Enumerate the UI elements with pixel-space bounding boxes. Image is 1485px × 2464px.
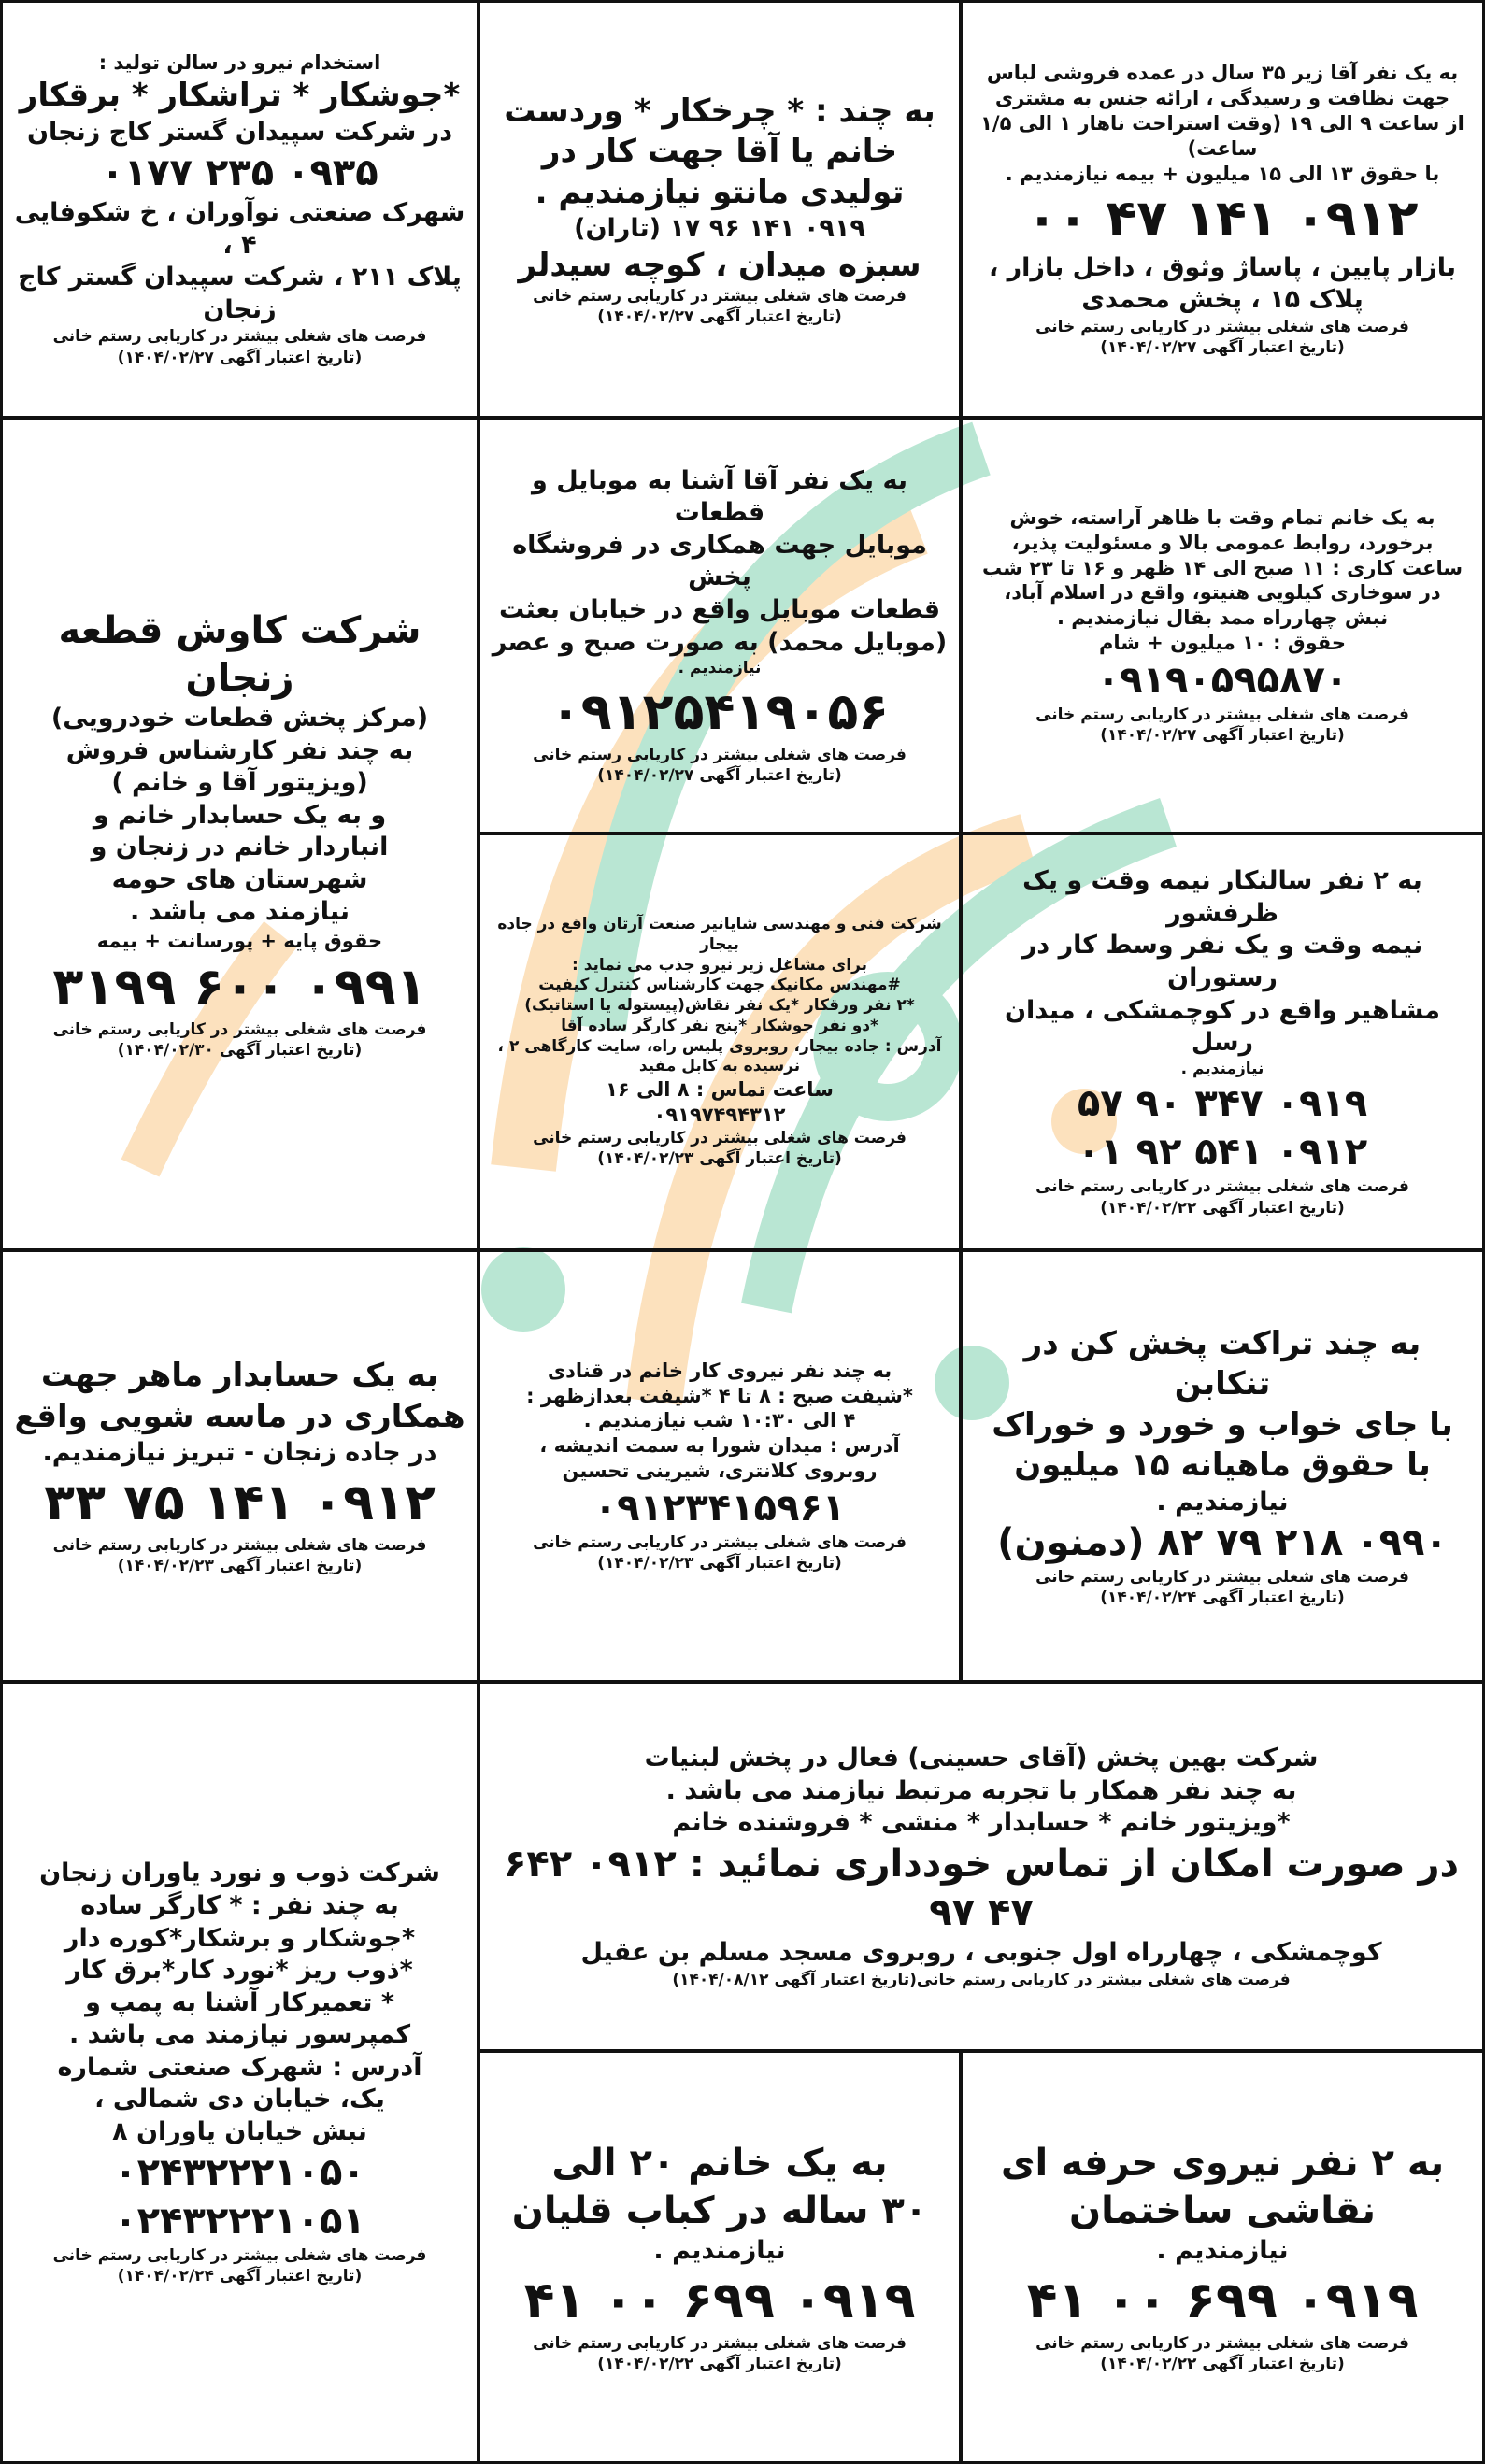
ad-text-line: (موبایل محمد) به صورت صبح و عصر: [492, 627, 948, 657]
ad-text-line: ساعت تماس : ۸ الی ۱۶: [606, 1078, 834, 1102]
ad-text-line: نیازمندیم .: [1180, 1059, 1264, 1078]
ad-text-line: شهرستان های حومه: [111, 864, 368, 894]
ad-text-line: ۰۹۱۹۷۴۹۴۳۱۲: [653, 1103, 786, 1126]
validity-date: (تاریخ اعتبار آگهی ۱۴۰۴/۰۲/۲۲): [1100, 2355, 1345, 2374]
ad-text-line: با حقوق ماهیانه ۱۵ میلیون: [1014, 1446, 1431, 1485]
job-ad-3: [0, 0, 479, 419]
agency-footer: فرصت های شغلی بیشتر در کاریابی رستم خانی: [916, 1970, 1291, 1989]
validity-date: (تاریخ اعتبار آگهی ۱۴۰۴/۰۲/۲۳): [117, 1556, 363, 1575]
validity-date: (تاریخ اعتبار آگهی ۱۴۰۴/۰۲/۲۳): [597, 1554, 842, 1574]
ad-text-line: در جاده زنجان - تبریز نیازمندیم.: [42, 1438, 437, 1468]
phone-number: ۰۲۴۳۲۲۲۱۰۵۱: [114, 2200, 365, 2243]
agency-footer: فرصت های شغلی بیشتر در کاریابی رستم خانی: [52, 2246, 427, 2266]
job-ad-1: [960, 0, 1485, 419]
validity-date: (تاریخ اعتبار آگهی ۱۴۰۴/۰۲/۲۷): [597, 766, 842, 786]
validity-date: (تاریخ اعتبار آگهی ۱۴۰۴/۰۲/۲۳): [597, 1148, 842, 1168]
ad-text-line: ۴ الی ۱۰:۳۰ شب نیازمندیم .: [583, 1409, 856, 1432]
ad-text-line: از ساعت ۹ الی ۱۹ (وقت استراحت ناهار ۱ الی ۱/۵ ساعت): [980, 111, 1464, 160]
job-ad-7: [960, 833, 1485, 1251]
agency-footer: فرصت های شغلی بیشتر در کاریابی رستم خانی: [52, 327, 427, 347]
ad-text-line: به یک خانم ۲۰ الی: [551, 2141, 888, 2185]
phone-number: ۰۹۱۹ ۳۴۷ ۹۰ ۵۷: [1077, 1082, 1368, 1126]
agency-footer: فرصت های شغلی بیشتر در کاریابی رستم خانی: [533, 1128, 907, 1147]
ad-text-line: با جای خواب و خورد و خوراک: [992, 1405, 1453, 1444]
ad-text-line: حقوق : ۱۰ میلیون + شام: [1098, 632, 1347, 655]
ad-text-line: سبزه میدان ، کوچه سیدلر: [518, 246, 921, 284]
ad-text-line: انباردار خانم در زنجان و: [91, 833, 389, 862]
validity-date: (تاریخ اعتبار آگهی ۱۴۰۴/۰۸/۱۲): [672, 1970, 917, 1989]
job-ad-4: [960, 417, 1485, 834]
agency-footer: فرصت های شغلی بیشتر در کاریابی رستم خانی: [52, 1535, 427, 1555]
ad-text-line: به یک نفر آقا آشنا به موبایل و قطعات: [532, 465, 907, 528]
ad-text-line: *جوشکار و برشکار*کوره دار: [64, 1923, 416, 1953]
ad-text-line: ساعت کاری : ۱۱ صبح الی ۱۴ ظهر و ۱۶ تا ۲۳ شب: [981, 556, 1464, 579]
ad-text-line: نیازمندیم .: [678, 659, 762, 678]
ad-text-line: نرسیده به کابل مفید: [638, 1057, 801, 1076]
job-ad-10: [478, 1249, 962, 1683]
phone-number: ۰۹۱۲ ۱۴۱ ۷۵ ۳۳: [44, 1472, 436, 1531]
agency-footer: فرصت های شغلی بیشتر در کاریابی رستم خانی: [533, 2333, 907, 2353]
ad-text-line: نیازمندیم .: [653, 2236, 786, 2266]
job-ad-12: [478, 1681, 1485, 2052]
phone-number: ۰۹۱۲۳۴۱۵۹۶۱: [593, 1487, 846, 1531]
ad-text-line: *جوشکار * تراشکار * برقکار: [19, 77, 461, 115]
agency-footer: فرصت های شغلی بیشتر در کاریابی رستم خانی: [1035, 705, 1409, 725]
ad-text-line: روبروی کلانتری، شیرینی تحسین: [562, 1460, 878, 1483]
validity-date: (تاریخ اعتبار آگهی ۱۴۰۴/۰۲/۲۷): [597, 307, 842, 327]
ad-text-line: برای مشاغل زیر نیرو جذب می نماید :: [571, 955, 868, 975]
agency-footer: فرصت های شغلی بیشتر در کاریابی رستم خانی: [533, 746, 907, 765]
ad-text-line: به چند : * چرخکار * وردست: [504, 92, 935, 130]
agency-footer: فرصت های شغلی بیشتر در کاریابی رستم خانی: [1035, 2333, 1409, 2353]
ad-text-line: *ویزیتور خانم * حسابدار * منشی * فروشنده خانم: [672, 1808, 1291, 1838]
ad-text-line: کوچمشکی ، چهارراه اول جنوبی ، روبروی مسجد مسلم بن عقیل: [580, 1938, 1382, 1967]
ad-text-line: نبش خیابان یاوران ۸: [112, 2116, 367, 2146]
validity-date: (تاریخ اعتبار آگهی ۱۴۰۴/۰۲/۲۴): [117, 2267, 363, 2286]
job-ad-6: [0, 417, 479, 1251]
ad-text-line: در شرکت سپیدان گستر کاج زنجان: [26, 117, 453, 147]
ad-text-line: حقوق پایه + پورسانت + بیمه: [96, 929, 383, 952]
phone-number: ۰۹۹۱ ۶۰۰ ۳۱۹۹: [52, 956, 427, 1016]
ad-text-line: نیمه وقت و یک نفر وسط کار در رستوران: [1021, 931, 1423, 993]
ad-text-line: جهت نظافت و رسیدگی ، ارائه جنس به مشتری: [994, 86, 1450, 109]
phone-number: ۰۹۳۵ ۲۳۵ ۰۱۷۷: [101, 151, 378, 195]
phone-number: در صورت امکان از تماس خودداری نمائید : ۰۹۱۲ ۶۴۲ ۴۷ ۹۷: [503, 1843, 1460, 1934]
phone-number: ۰۹۱۲ ۱۴۱ ۴۷ ۰۰: [1026, 189, 1419, 249]
ad-text-line: نیازمندیم .: [1156, 2236, 1289, 2266]
ad-text-line: * تعمیرکار آشنا به پمپ و: [85, 1987, 394, 2017]
ad-text-line: *ذوب ریز *نورد کار*برق کار: [66, 1956, 413, 1986]
agency-footer: فرصت های شغلی بیشتر در کاریابی رستم خانی: [533, 287, 907, 306]
ad-text-line: تولیدی مانتو نیازمندیم .: [535, 173, 905, 211]
ad-text-line: ۰۹۱۹ ۱۴۱ ۹۶ ۱۷ (تاران): [574, 214, 865, 244]
ad-text-line: *۲ نفر ورقکار *یک نفر نقاش(پیستوله یا استاتیک): [524, 996, 915, 1016]
validity-date: (تاریخ اعتبار آگهی ۱۴۰۴/۰۲/۳۰): [117, 1041, 363, 1061]
ad-text-line: یک، خیابان دی شمالی ،: [94, 2085, 385, 2115]
ad-text-line: به یک نفر آقا زیر ۳۵ سال در عمده فروشی لباس: [986, 62, 1459, 85]
ad-text-line: شرکت ذوب و نورد یاوران زنجان: [39, 1859, 440, 1888]
ad-text-line: به ۲ نفر نیروی حرفه ای: [1000, 2141, 1445, 2185]
job-ad-2: [478, 0, 962, 419]
agency-footer: فرصت های شغلی بیشتر در کاریابی رستم خانی: [1035, 1177, 1409, 1197]
ad-text-line: به چند نفر همکار با تجربه مرتبط نیازمند می باشد .: [665, 1775, 1297, 1805]
ad-text-line: مشاهیر واقع در کوچمشکی ، میدان رسل: [1004, 995, 1440, 1058]
job-ad-5: [478, 417, 962, 834]
phone-number: ۰۲۴۳۲۲۲۱۰۵۰: [114, 2151, 365, 2195]
ad-text-line: بازار پایین ، پاساژ وثوق ، داخل بازار ،: [988, 252, 1457, 282]
validity-date: (تاریخ اعتبار آگهی ۱۴۰۴/۰۲/۲۷): [1100, 726, 1345, 746]
ad-text-line: به چند تراکت پخش کن در تنکابن: [1023, 1324, 1421, 1403]
phone-number: ۰۹۱۲۵۴۱۹۰۵۶: [550, 681, 890, 741]
ad-text-line: به یک حسابدار ماهر جهت: [40, 1357, 439, 1395]
ad-text-line: شرکت کاوش قطعه زنجان: [58, 608, 421, 700]
validity-date: (تاریخ اعتبار آگهی ۱۴۰۴/۰۲/۲۷): [117, 348, 363, 367]
ad-text-line: به چند نفر کارشناس فروش: [65, 735, 414, 765]
phone-number: ۰۹۱۹۰۵۹۵۸۷۰: [1096, 659, 1349, 703]
ad-text-line: پلاک ۱۵ ، پخش محمدی: [1081, 285, 1364, 315]
ad-text-line: برخورد، روابط عمومی بالا و مسئولیت پذیر،: [1011, 531, 1434, 554]
ad-text-line: و به یک حسابدار خانم و: [93, 800, 387, 830]
ad-text-line: #مهندس مکانیک جهت کارشناس کنترل کیفیت: [538, 976, 901, 995]
validity-date: (تاریخ اعتبار آگهی ۱۴۰۴/۰۲/۲۲): [1100, 1198, 1345, 1218]
ad-text-line: با حقوق ۱۳ الی ۱۵ میلیون + بیمه نیازمندیم .: [1005, 162, 1440, 185]
validity-date: (تاریخ اعتبار آگهی ۱۴۰۴/۰۲/۲۴): [1100, 1588, 1345, 1608]
agency-footer: فرصت های شغلی بیشتر در کاریابی رستم خانی: [533, 1533, 907, 1553]
ad-text-line: نیازمندیم .: [1156, 1487, 1289, 1517]
ad-text-line: شهرک صنعتی نوآوران ، خ شکوفایی ۴ ،: [14, 198, 465, 260]
validity-date: (تاریخ اعتبار آگهی ۱۴۰۴/۰۲/۲۲): [597, 2355, 842, 2374]
ad-footer: [672, 1970, 1290, 1990]
ad-text-line: نبش چهارراه ممد بقال نیازمندیم .: [1056, 606, 1389, 630]
agency-footer: فرصت های شغلی بیشتر در کاریابی رستم خانی: [1035, 317, 1409, 336]
ad-text-line: قطعات موبایل واقع در خیابان بعثت: [498, 594, 941, 624]
ad-text-line: آدرس : جاده بیجار، روبروی پلیس راه، سایت کارگاهی ۲ ،: [497, 1036, 942, 1056]
agency-footer: فرصت های شغلی بیشتر در کاریابی رستم خانی: [52, 1020, 427, 1040]
job-ad-13: [0, 1681, 479, 2464]
ad-text-line: خانم یا آقا جهت کار در: [541, 133, 898, 171]
validity-date: (تاریخ اعتبار آگهی ۱۴۰۴/۰۲/۲۷): [1100, 337, 1345, 357]
agency-footer: فرصت های شغلی بیشتر در کاریابی رستم خانی: [1035, 1568, 1409, 1588]
phone-number: ۰۹۱۹ ۶۹۹ ۰۰ ۴۱: [523, 2270, 916, 2329]
ad-text-line: همکاری در ماسه شویی واقع: [14, 1397, 465, 1435]
ad-text-line: به ۲ نفر سالنکار نیمه وقت و یک ظرفشور: [1022, 866, 1422, 928]
ad-text-line: (ویزیتور آقا و خانم ): [111, 768, 368, 798]
ad-text-line: در سوخاری کیلویی هنیتو، واقع در اسلام آباد،: [1004, 581, 1441, 605]
phone-number: ۰۹۱۲ ۵۴۱ ۹۲ ۰۱: [1077, 1131, 1368, 1175]
ad-text-line: به یک خانم تمام وقت با ظاهر آراسته، خوش: [1009, 506, 1435, 529]
ad-text-line: به چند نفر : * کارگر ساده: [80, 1890, 399, 1920]
ad-text-line: نقاشی ساختمان: [1068, 2189, 1377, 2233]
ad-text-line: (مرکز پخش قطعات خودرویی): [50, 704, 429, 734]
job-ad-8: [478, 833, 962, 1251]
ad-text-line: *دو نفر جوشکار *پنج نفر کارگر ساده آقا: [561, 1016, 878, 1035]
job-ad-14: [478, 2050, 962, 2464]
ad-text-line: نیازمند می باشد .: [129, 897, 350, 927]
phone-number: ۰۹۱۹ ۶۹۹ ۰۰ ۴۱: [1026, 2270, 1419, 2329]
ad-text-line: موبایل جهت همکاری در فروشگاه پخش: [512, 530, 927, 592]
job-ad-15: [960, 2050, 1485, 2464]
ad-text-line: شرکت فنی و مهندسی شایانیر صنعت آرتان واقع در جاده بیجار: [497, 915, 942, 954]
ad-text-line: استخدام نیرو در سالن تولید :: [98, 51, 381, 75]
ad-text-line: آدرس : شهرک صنعتی شماره: [57, 2052, 422, 2082]
ad-text-line: به چند نفر نیروی کار خانم در قنادی: [547, 1359, 892, 1382]
ad-text-line: پلاک ۲۱۱ ، شرکت سپیدان گستر کاج زنجان: [18, 263, 462, 324]
ad-text-line: *شیفت صبح : ۸ تا ۴ *شیفت بعدازظهر :: [526, 1384, 913, 1407]
phone-number: ۰۹۹۰ ۲۱۸ ۷۹ ۸۲ (دمنون): [997, 1521, 1448, 1565]
ad-text-line: ۳۰ ساله در کباب قلیان: [511, 2189, 928, 2233]
ad-text-line: کمپرسور نیازمند می باشد .: [68, 2020, 411, 2050]
job-ad-11: [0, 1249, 479, 1683]
job-ad-9: [960, 1249, 1485, 1683]
ad-text-line: شرکت بهین پخش (آقای حسینی) فعال در پخش لبنیات: [644, 1744, 1319, 1773]
ad-text-line: آدرس : میدان شورا به سمت اندیشه ،: [539, 1434, 900, 1458]
